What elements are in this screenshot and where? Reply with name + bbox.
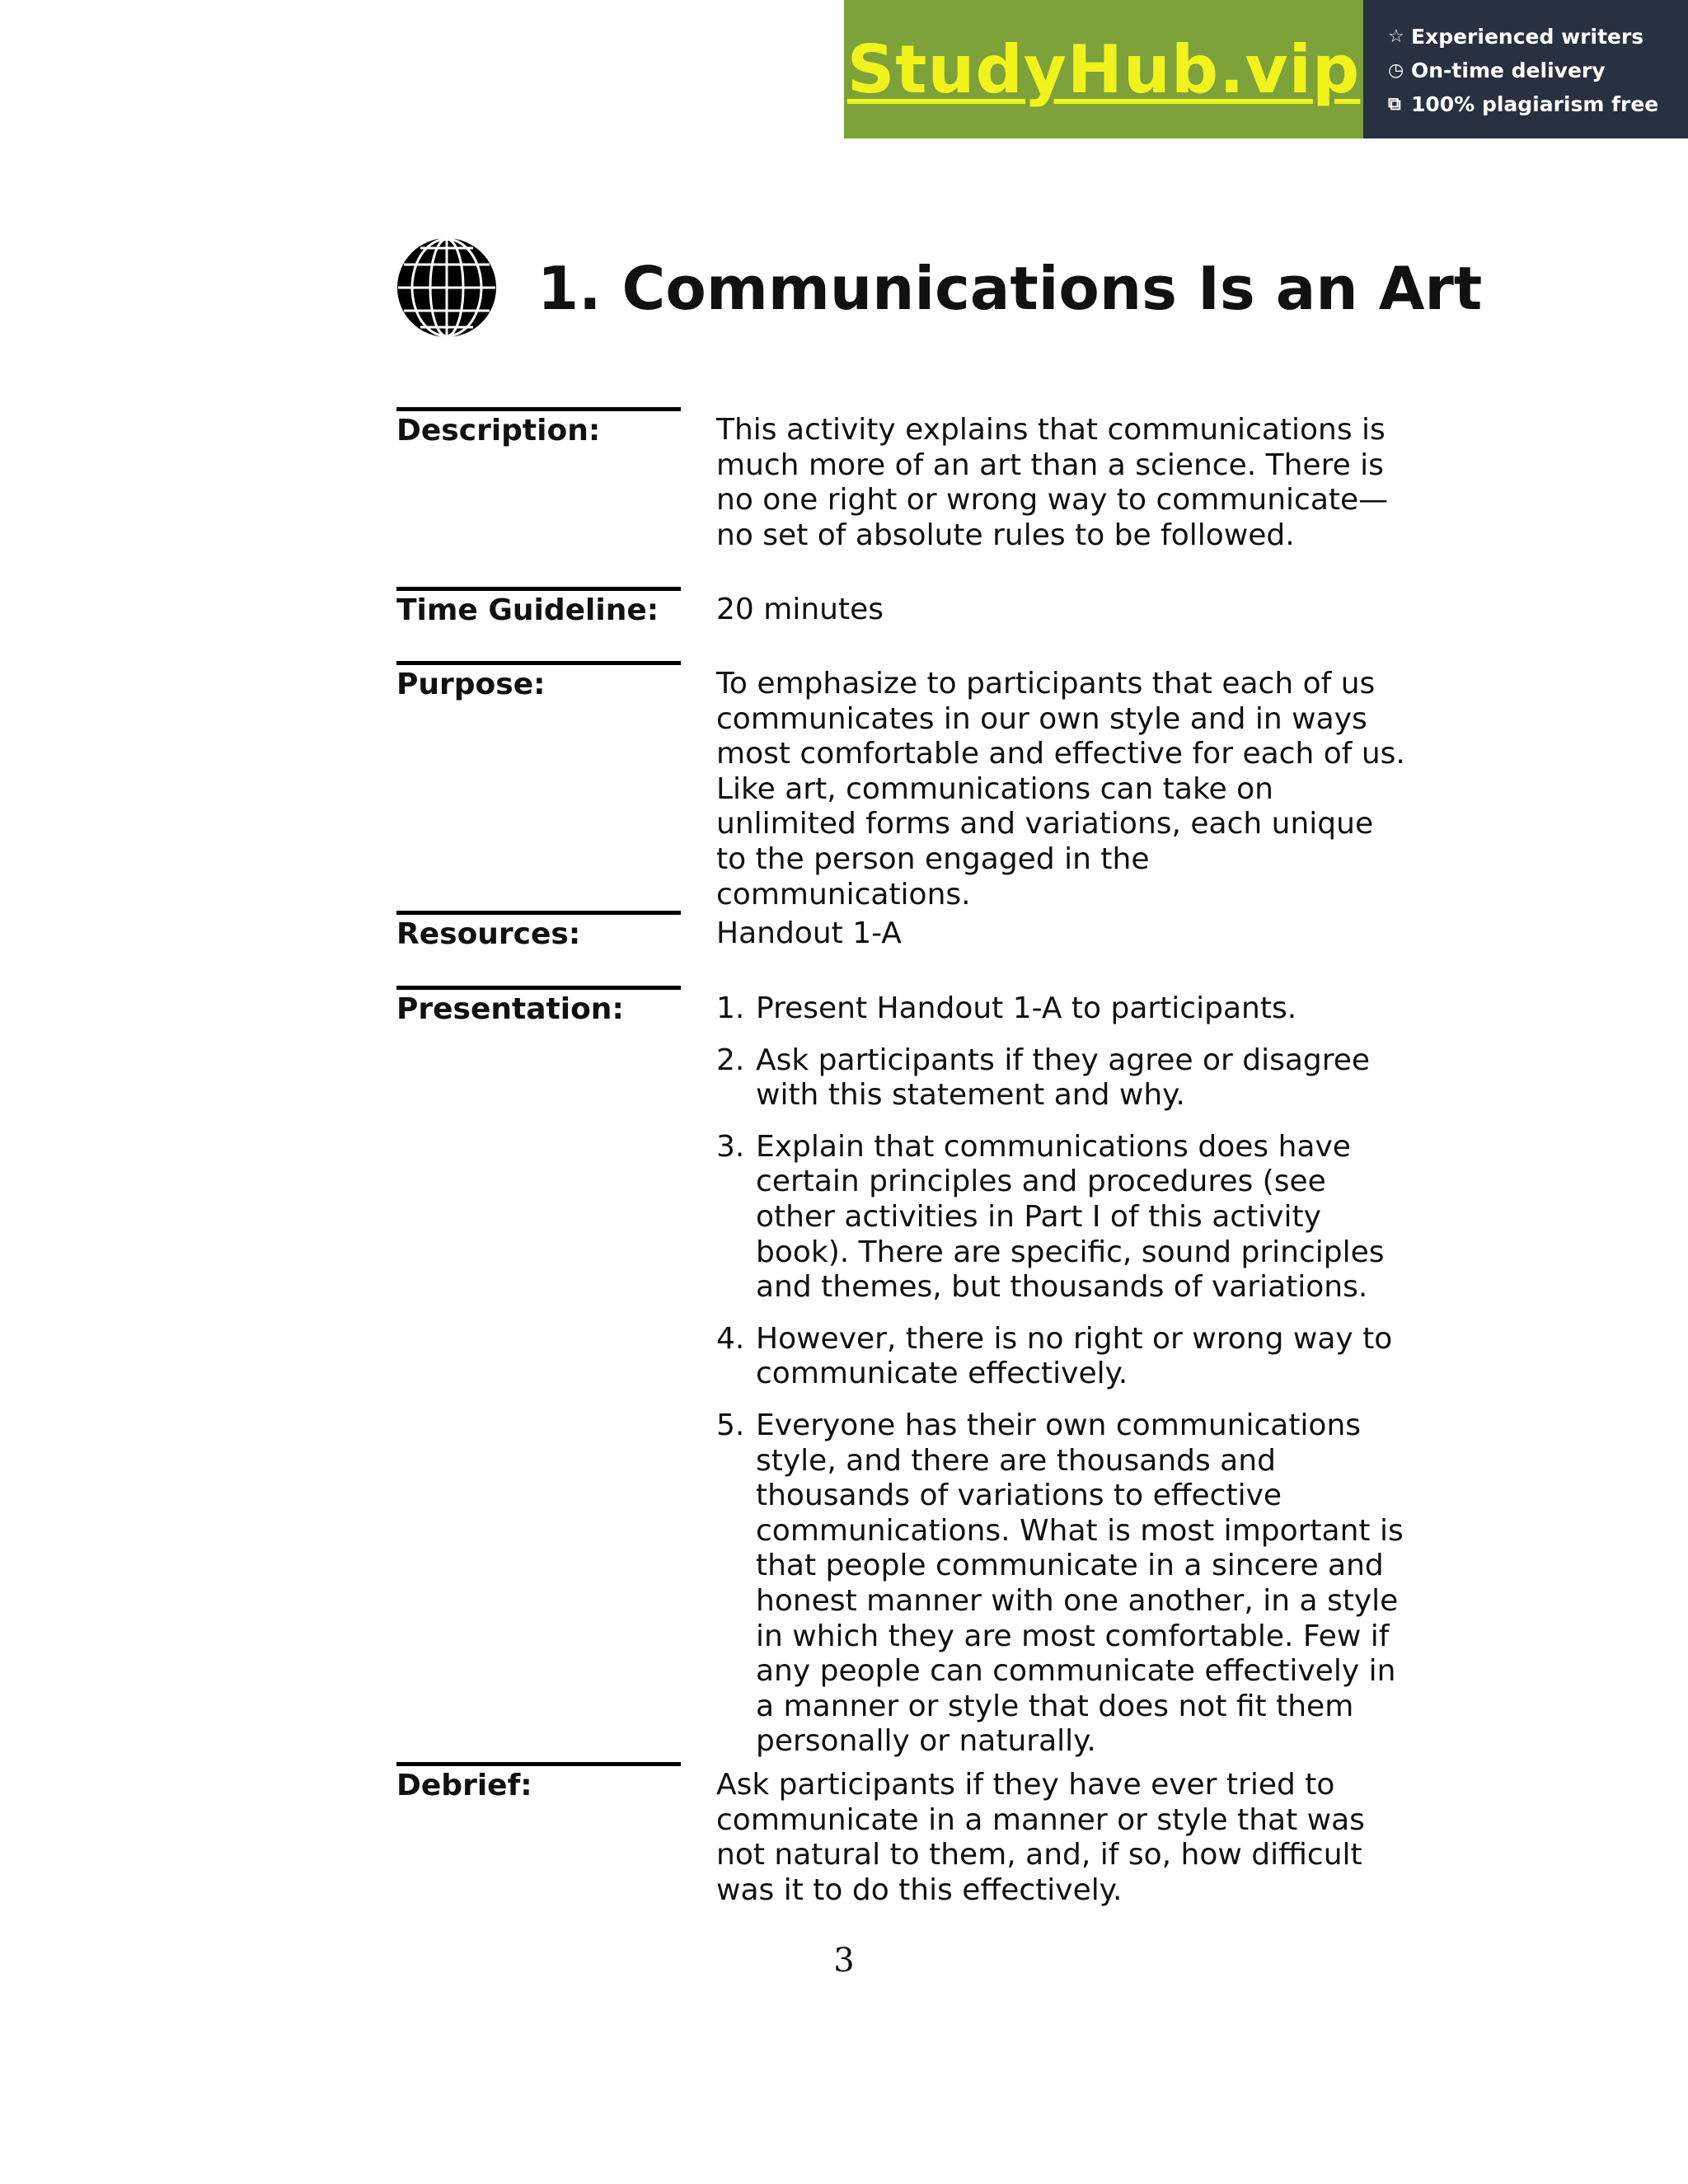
clock-icon: ◷	[1388, 60, 1404, 81]
section-body	[716, 991, 1409, 1776]
list-item	[716, 1322, 1409, 1392]
step-number: 2.	[716, 1043, 745, 1077]
step-text: Everyone has their own communications style, and there are thousands and thousands of variations to effective communications. What is most important is that people communicate in a sincere and honest manner with one another, in a style in which they are most comfortable. Few if any people can communicate effectively in a manner or style that does not fit them personally or naturally.	[756, 1408, 1404, 1759]
step-text: Explain that communications does have certain principles and procedures (see other activities in Part I of this activity book). There are specific, sound principles and themes, but thousands of variations.	[756, 1129, 1385, 1305]
list-item	[716, 1130, 1409, 1305]
steps-list	[716, 991, 1409, 1760]
feature-item	[1388, 20, 1688, 54]
feature-text: On-time delivery	[1411, 59, 1606, 82]
step-text: Ask participants if they agree or disagree with this statement and why.	[756, 1043, 1371, 1113]
section-text: This activity explains that communications is much more of an art than a science. There is no one right or wrong way to communicate—no set of absolute rules to be followed.	[716, 413, 1389, 552]
section-label: Description:	[396, 407, 681, 448]
section-label: Presentation:	[396, 986, 681, 1027]
step-text: Present Handout 1-A to participants.	[756, 991, 1297, 1025]
section-text: To emphasize to participants that each of us communicates in our own style and in ways most comfortable and effective for each of us. Like art, communications can take on unlimited forms and variations, each unique to the person engaged in the communications.	[716, 667, 1405, 912]
list-item	[716, 991, 1409, 1027]
promo-banner[interactable]	[844, 0, 1688, 138]
step-number: 4.	[716, 1321, 745, 1356]
feature-list	[1363, 0, 1688, 138]
feature-text: Experienced writers	[1411, 25, 1644, 49]
star-icon: ☆	[1388, 26, 1404, 47]
section-label: Time Guideline:	[396, 587, 681, 628]
page-number: 3	[833, 1942, 855, 1980]
brand-panel	[844, 0, 1363, 138]
feature-item	[1388, 54, 1688, 87]
section-label: Resources:	[396, 911, 681, 952]
brand-logo[interactable]: StudyHub.vip	[846, 30, 1361, 108]
section-text: 20 minutes	[716, 593, 884, 626]
copy-icon: ⧉	[1388, 94, 1401, 115]
section-text: Ask participants if they have ever tried to communicate in a manner or style that was not natural to them, and, if so, how difficult was it to do this effectively.	[716, 1768, 1365, 1907]
globe-icon	[396, 237, 498, 339]
step-number: 1.	[716, 991, 745, 1025]
step-number: 3.	[716, 1129, 745, 1164]
feature-item	[1388, 87, 1688, 121]
step-number: 5.	[716, 1408, 745, 1442]
page-title: 1. Communications Is an Art	[537, 254, 1483, 323]
feature-text: 100% plagiarism free	[1411, 92, 1659, 116]
list-item	[716, 1043, 1409, 1113]
section-label: Debrief:	[396, 1762, 681, 1803]
step-text: However, there is no right or wrong way to communicate effectively.	[756, 1321, 1393, 1391]
section-label: Purpose:	[396, 661, 681, 702]
section-text: Handout 1-A	[716, 916, 902, 950]
list-item	[716, 1408, 1409, 1760]
